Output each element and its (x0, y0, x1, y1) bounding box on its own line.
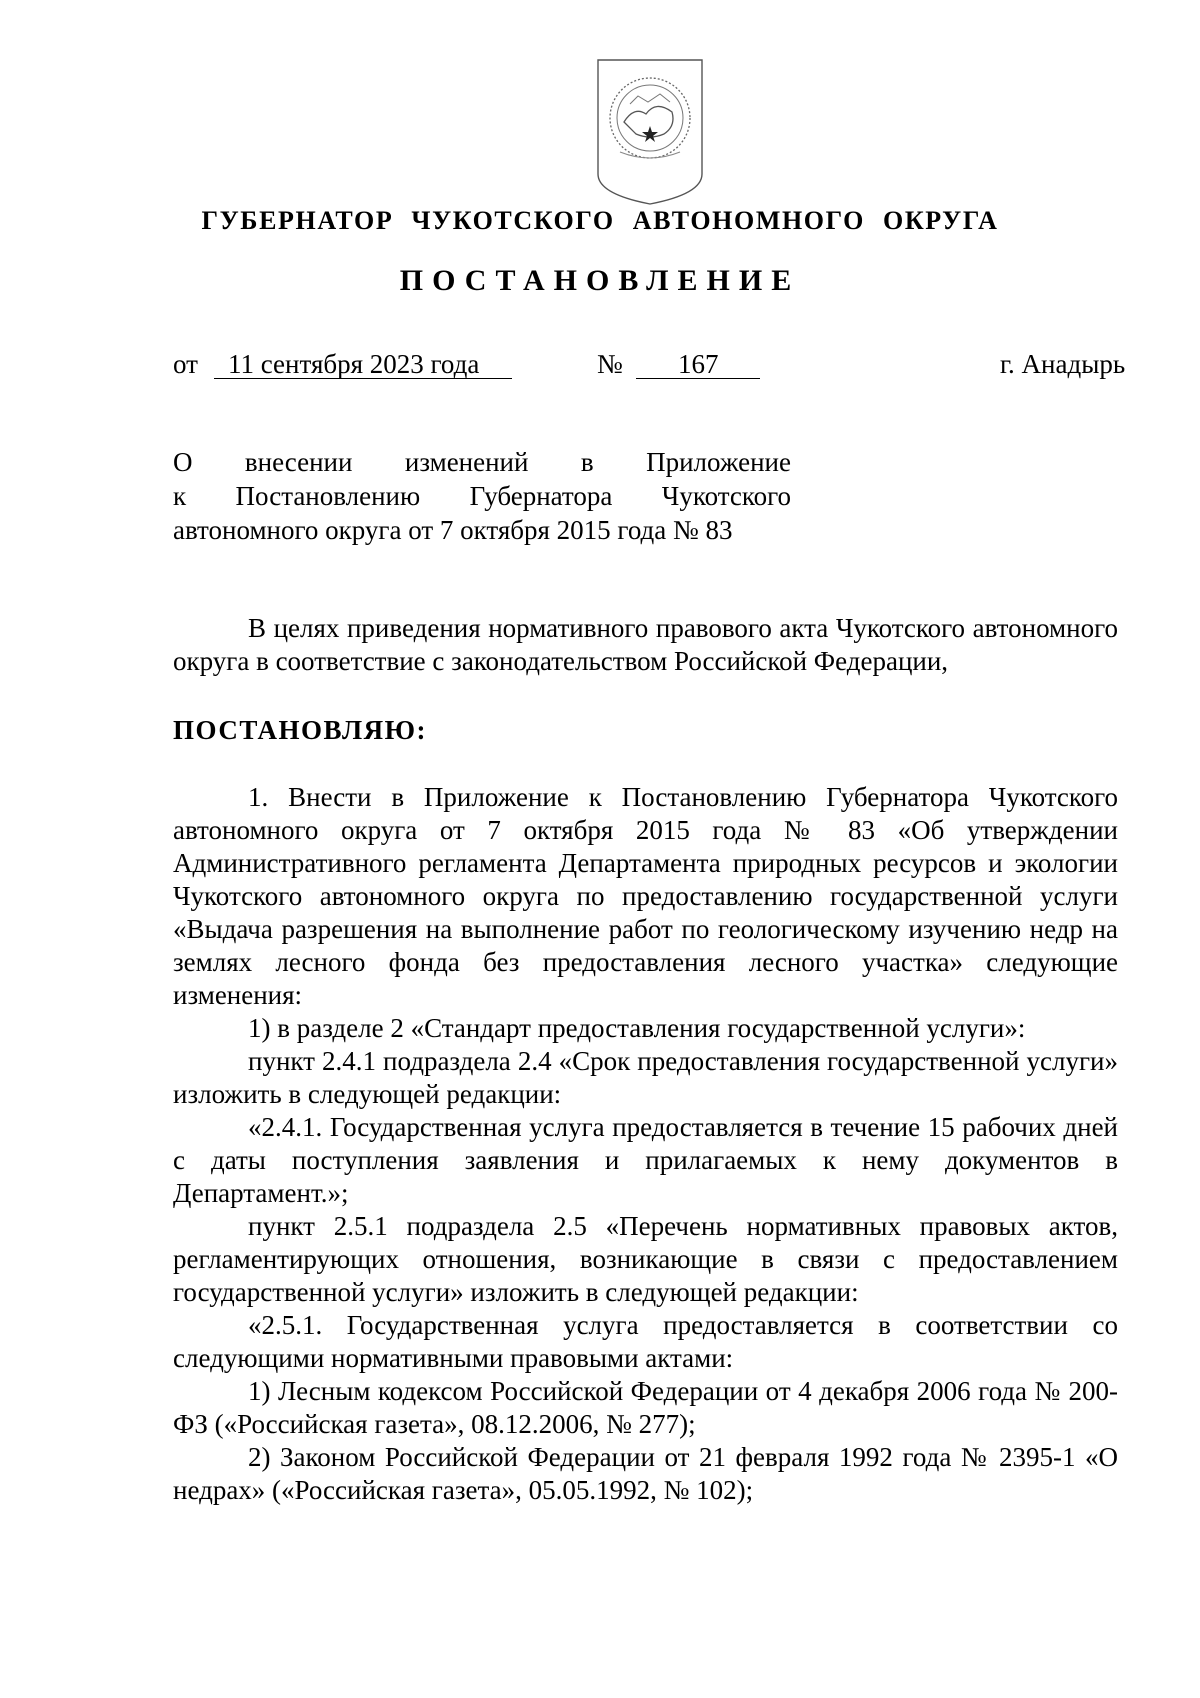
subject-line: О внесении изменений в Приложение (173, 447, 791, 477)
date-prefix: от (173, 349, 198, 379)
body-paragraph: 2) Законом Российской Федерации от 21 февраля 1992 года № 2395-1 «О недрах» («Российская газета», 05.05.1992, № 102); (173, 1442, 1118, 1505)
document-number: 167 (678, 349, 719, 379)
document-date: 11 сентября 2023 года (228, 349, 480, 379)
body-paragraph: пункт 2.4.1 подраздела 2.4 «Срок предоставления государственной услуги» изложить в следующей редакции: (173, 1046, 1118, 1109)
date-underline (214, 348, 512, 380)
number-label: № (597, 349, 623, 379)
subject-line: к Постановлению Губернатора Чукотского (173, 481, 791, 511)
preamble-paragraph: В целях приведения нормативного правового акта Чукотского автономного округа в соответствие с законодательством Российской Федерации, (173, 613, 1118, 676)
body-paragraph: 1) Лесным кодексом Российской Федерации от 4 декабря 2006 года № 200-ФЗ («Российская газета», 08.12.2006, № 277); (173, 1376, 1118, 1439)
coat-of-arms-icon (590, 56, 710, 206)
body-paragraph: «2.4.1. Государственная услуга предоставляется в течение 15 рабочих дней с даты поступления заявления и прилагаемых к нему документов в Департамент.»; (173, 1112, 1118, 1208)
resolution-heading: ПОСТАНОВЛЯЮ: (173, 715, 427, 745)
document-type-title: ПОСТАНОВЛЕНИЕ (399, 264, 801, 297)
document-body (173, 612, 1118, 1507)
issuing-authority: ГУБЕРНАТОР ЧУКОТСКОГО АВТОНОМНОГО ОКРУГА (201, 206, 999, 235)
document-place: г. Анадырь (1000, 349, 1126, 379)
document-subject (173, 445, 791, 547)
number-underline (636, 348, 760, 380)
body-paragraph: 1) в разделе 2 «Стандарт предоставления государственной услуги»: (248, 1013, 1026, 1043)
body-paragraph: 1. Внести в Приложение к Постановлению Губернатора Чукотского автономного округа от 7 октября 2015 года № 83 «Об утверждении Административного регламента Департамента природных ресурсов и экологии Чукотского автономного округа по предоставлению государственной услуги «Выдача разрешения на выполнение работ по геологическому изучению недр на землях лесного фонда без предоставления лесного участка» следующие изменения: (173, 782, 1118, 1010)
body-paragraph: «2.5.1. Государственная услуга предоставляется в соответствии со следующими нормативными правовыми актами: (173, 1310, 1118, 1373)
subject-line: автономного округа от 7 октября 2015 года № 83 (173, 515, 733, 545)
body-paragraph: пункт 2.5.1 подраздела 2.5 «Перечень нормативных правовых актов, регламентирующих отношения, возникающие в связи с предоставлением государственной услуги» изложить в следующей редакции: (173, 1211, 1118, 1307)
